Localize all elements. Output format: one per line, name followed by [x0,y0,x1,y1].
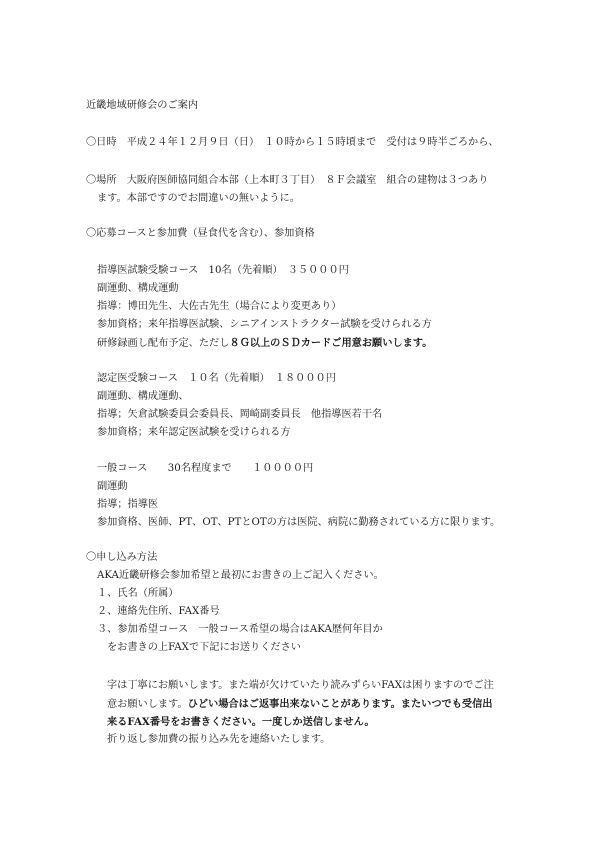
document-title: 近畿地域研修会のご案内 [86,100,199,111]
course-general-line-1: 副運動 [97,481,128,492]
course-general-title: 一般コース 30名程度まで １００００円 [97,463,314,474]
course-general-line-2: 指導；指導医 [97,499,159,510]
place-line-1: 〇場所 大阪府医師協同組合本部（上本町３丁目） ８Ｆ会議室 組合の建物は３つあり [86,175,489,186]
course-instructor-note: 研修録画し配布予定、ただし [97,338,230,349]
course-instructor-line-3: 参加資格；来年指導医試験、シニアインストラクター試験を受けられる方 [97,319,432,330]
course-certified-line-1: 副運動、構成運動、 [97,391,189,402]
place-line-2: ます。本部ですのでお間違いの無いように。 [97,193,300,204]
course-certified-line-2: 指導；矢倉試験委員会委員長、岡崎副委員長 他指導医若干名 [97,409,383,420]
sd-card-note: ８Ｇ以上のＳＤカードご用意お願いします。 [229,337,433,349]
apply-item-1: １、氏名（所属） [97,588,179,599]
notes-line-1: 字は丁寧にお願いします。また端が欠けていたり読みずらいFAXは困りますのでご注 [107,680,494,691]
apply-item-2: ２、連絡先住所、FAX番号 [97,606,220,617]
notes-line-2 [107,699,493,710]
notes-line-3: 来るFAX番号をお書きください。一度しか送信しません。 [107,716,375,728]
course-instructor-title: 指導医試験受験コース 10名（先着順） ３５０００円 [97,265,349,276]
course-certified-title: 認定医受験コース １０名（先着順） １８０００円 [97,373,336,384]
course-general-line-3: 参加資格、医師、PT、OT、PTとOTの方は医院、病院に勤務されている方に限ります。 [97,517,501,528]
course-instructor-line-2: 指導：博田先生、大佐古先生（場合により変更あり） [97,301,342,312]
course-instructor-line-1: 副運動、構成運動 [97,283,179,294]
datetime-line: 〇日時 平成２４年１２月９日（日） １０時から１５時頃まで 受付は９時半ごろから、 [86,137,499,148]
notes-line-2-bold: ひどい場合はご返事出来ないことがあります。またいつでも受信出 [187,698,493,710]
apply-item-3-continued: をお書きの上FAXで下記にお送りください [107,642,301,653]
apply-intro: AKA近畿研修会参加希望と最初にお書きの上ご記入ください。 [97,570,384,581]
apply-header: 〇申し込み方法 [86,552,158,563]
course-certified-line-3: 参加資格；来年認定医試験を受けられる方 [97,427,291,438]
notes-line-2-normal: 意お願いします。 [107,699,188,710]
course-instructor-line-4 [97,338,432,349]
notes-line-4: 折り返し参加費の振り込み先を連絡いたします。 [107,734,331,745]
courses-header: 〇応募コースと参加費（昼食代を含む）、参加資格 [86,228,315,239]
apply-item-3: ３、参加希望コース 一般コース希望の場合はAKA歴何年目か [97,624,383,635]
